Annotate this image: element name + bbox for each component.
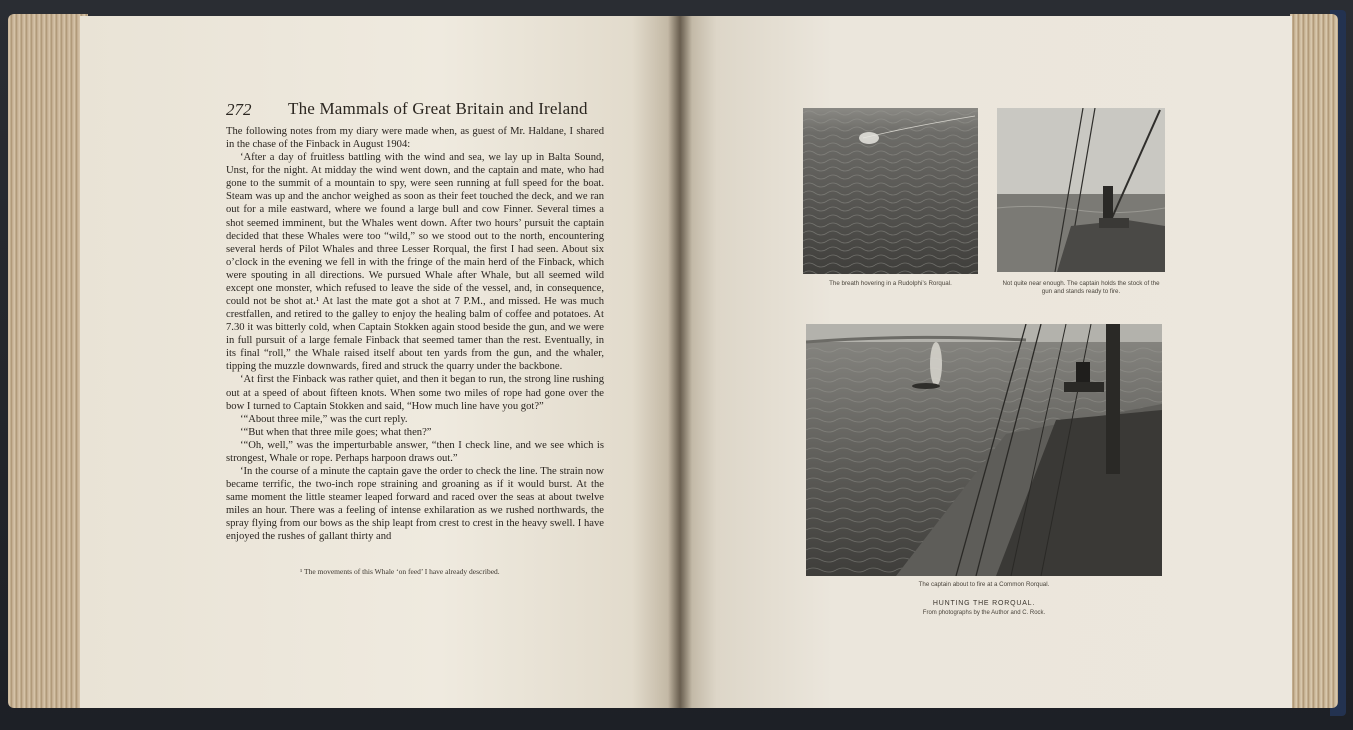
paragraph: The following notes from my diary were made when, as guest of Mr. Haldane, I shared in the chase of the Finback in August 1904: — [226, 126, 604, 151]
book-gutter — [668, 16, 692, 708]
paragraph: ‘At first the Finback was rather quiet, and then it began to run, the strong line rushing out at a speed of about fifteen knots. When some two miles of rope had gone over the bow I turned to Captain Stokken and said, “How much line have you got?” — [226, 374, 604, 412]
paragraph: ‘“But when that three mile goes; what then?” — [240, 426, 432, 438]
plate-title: HUNTING THE RORQUAL. — [932, 600, 1036, 607]
paragraph: ‘In the course of a minute the captain gave the order to check the line. The strain now became terrific, the two-inch rope straining and groaning as if it would burst. At the same moment the little steamer leaped forward and raced over the seas at about twelve miles an hour. There was a feeling of intense exhilaration as we rushed northwards, the spray flying from our bows as the ship leapt from crest to crest in the heavy swell. I have enjoyed the rushes of gallant thirty and — [226, 466, 604, 543]
caption: The captain about to fire at a Common Rorqual. — [918, 581, 1050, 588]
left-page-edges — [8, 14, 88, 708]
photo-whale-breath — [803, 108, 978, 274]
photo-gunner-at-bow — [997, 108, 1165, 272]
caption: Not quite near enough. The captain holds the stock of the gun and stands ready to fire. — [1002, 280, 1160, 295]
paragraph: ‘“About three mile,” was the curt reply. — [240, 413, 408, 425]
photo-whaler-deck — [806, 324, 1162, 576]
running-title: The Mammals of Great Britain and Ireland — [288, 99, 588, 118]
right-page-edges — [1290, 14, 1338, 708]
plate-credit: From photographs by the Author and C. Rock. — [922, 610, 1046, 616]
footnote: ¹ The movements of this Whale ‘on feed’ I have already described. — [300, 567, 500, 576]
caption: The breath hovering in a Rudolphi’s Rorqual. — [829, 280, 952, 287]
body-text — [226, 125, 604, 544]
page-number: 272 — [226, 100, 252, 119]
paragraph: ‘“Oh, well,” was the imperturbable answer, “then I check line, and we see which is strongest, Whale or rope. Perhaps harpoon draws out.” — [226, 439, 604, 464]
paragraph: ‘After a day of fruitless battling with the wind and sea, we lay up in Balta Sound, Unst, for the night. At midday the wind went down, and the captain and mate, who had gone to the summit of a mountain to spy, were seen running at full speed for the boat. Steam was up and the anchor weighed as soon as their feet touched the deck, and we ran out for a mile eastward, where we found a large bull and cow Finner. Several times a shot seemed imminent, but the Whales went down. After two hours’ pursuit the captain decided that these Whales were too “wild,” so we stood out to the north, encountering several herds of Pilot Whales and three Lesser Rorqual, the first I had seen. About six o’clock in the evening we fell in with the fringe of the main herd of the Finback, which were spouting in all directions. We pursued Whale after Whale, but all seemed wild except one monster, which refused to leave the side of the vessel, and, in consequence, could not be shot at.¹ At last the mate got a shot at 7 P.M., and missed. He was much crestfallen, and retired to the galley to enjoy the healing balm of coffee and potatoes. At 7.30 it was bitterly cold, when Captain Stokken again stood beside the gun, and we were in full pursuit of a large female Finback that seemed tamer than the rest. Eventually, in its final “roll,” the Whale raised itself about ten yards from the gun, and the whaler, tipping the muzzle downwards, fired and struck the quarry under the backbone. — [226, 152, 604, 373]
